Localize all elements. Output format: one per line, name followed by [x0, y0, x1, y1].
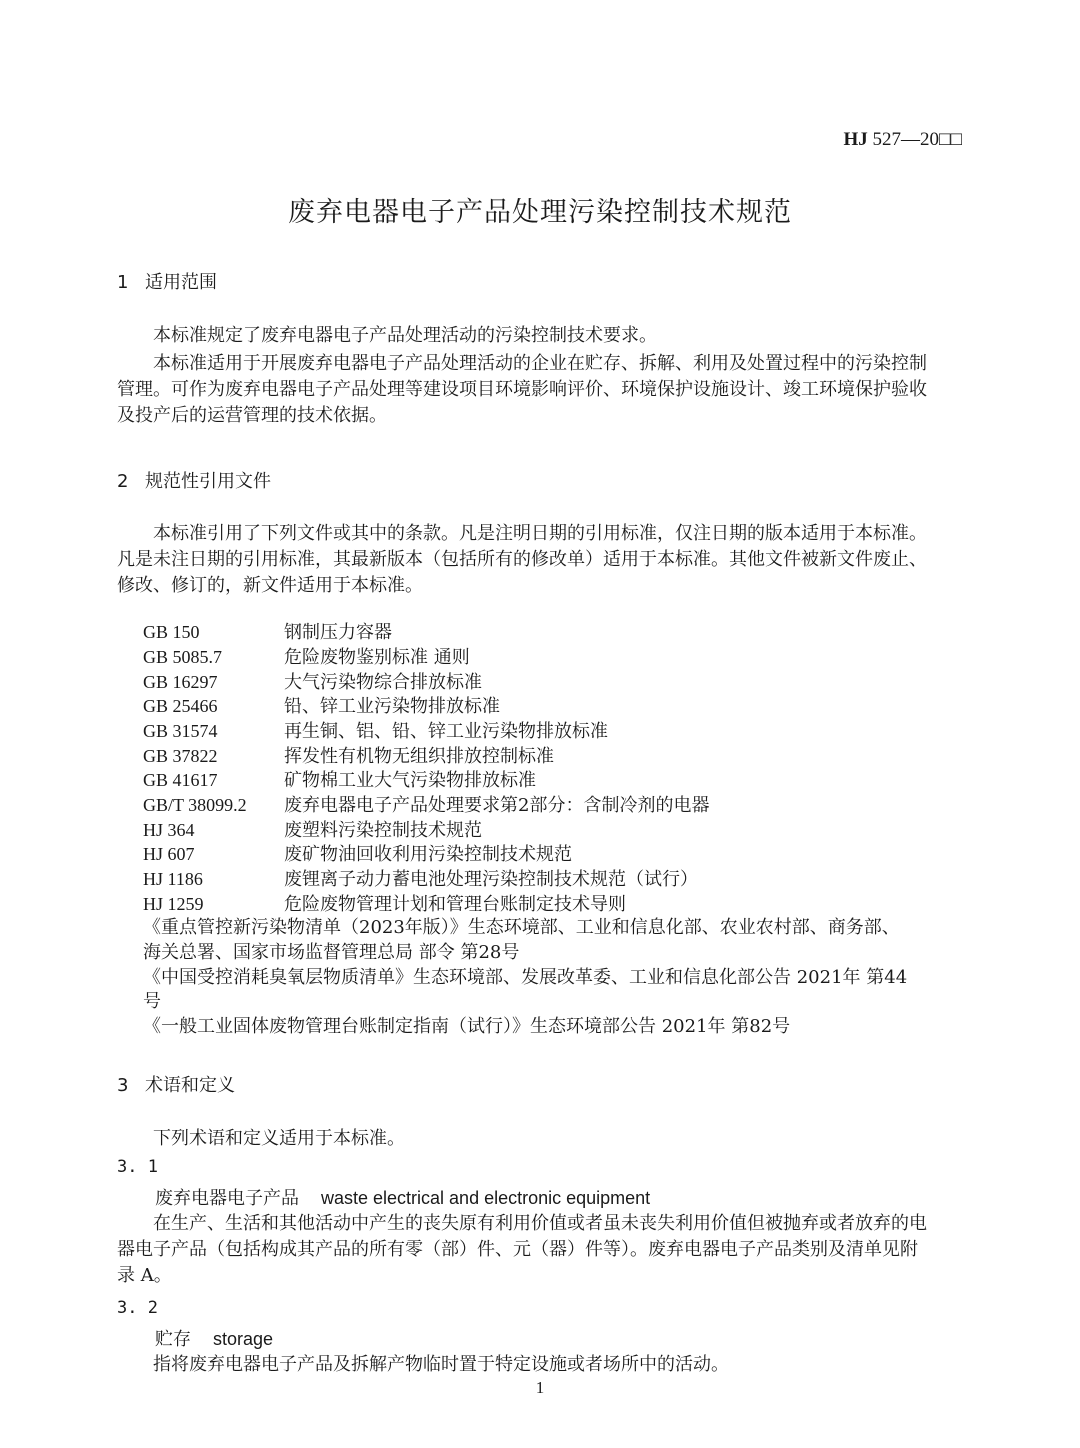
section-number: 3: [117, 1075, 129, 1096]
reference-item: [143, 768, 536, 793]
section-2-heading: [117, 467, 271, 493]
text-line: 管理。可作为废弃电器电子产品处理等建设项目环境影响评价、环境保护设施设计、竣工环境保护验收: [117, 379, 927, 400]
term-definition: [117, 1211, 967, 1289]
text-line: 本标准规定了废弃电器电子产品处理活动的污染控制技术要求。: [153, 325, 657, 346]
reference-title: 废塑料污染控制技术规范: [284, 820, 482, 841]
text-line: 器电子产品（包括构成其产品的所有零（部）件、元（器）件等）。废弃电器电子产品类别及清单见附: [117, 1239, 918, 1260]
reference-code: GB/T 38099.2: [143, 795, 247, 815]
text-line: 本标准适用于开展废弃电器电子产品处理活动的企业在贮存、拆解、利用及处置过程中的污染控制: [153, 353, 927, 374]
section-number: 2: [117, 471, 129, 492]
standard-code-prefix: HJ: [843, 129, 868, 150]
document-title: 废弃电器电子产品处理污染控制技术规范: [288, 197, 792, 228]
term-definition: [117, 1352, 967, 1378]
reference-title: 废锂离子动力蓄电池处理污染控制技术规范（试行）: [284, 869, 698, 890]
text-line: 在生产、生活和其他活动中产生的丧失原有利用价值或者虽未丧失利用价值但被抛弃或者放弃的电: [153, 1213, 927, 1234]
reference-item: [143, 620, 392, 645]
term-number: 3. 2: [117, 1298, 158, 1318]
reference-code: GB 41617: [143, 770, 218, 790]
reference-item: [143, 867, 698, 892]
reference-code: GB 25466: [143, 696, 218, 716]
reference-note-line: 海关总署、国家市场监督管理总局 部令 第28号: [143, 942, 520, 963]
reference-item: [143, 793, 709, 818]
reference-code: GB 37822: [143, 746, 218, 766]
reference-item: [143, 892, 626, 917]
section-title: 规范性引用文件: [145, 471, 271, 492]
section-1-paragraph-1: [117, 323, 967, 349]
reference-item: [143, 818, 482, 843]
reference-code: HJ 1186: [143, 869, 203, 889]
text-line: 修改、修订的，新文件适用于本标准。: [117, 575, 423, 596]
section-number: 1: [117, 272, 129, 293]
section-1-heading: [117, 268, 217, 294]
reference-code: HJ 607: [143, 844, 195, 864]
reference-code: HJ 1259: [143, 894, 204, 914]
reference-title: 废矿物油回收利用污染控制技术规范: [284, 844, 572, 865]
reference-code: HJ 364: [143, 820, 195, 840]
reference-item: [143, 694, 500, 719]
text-line: 本标准引用了下列文件或其中的条款。凡是注明日期的引用标准，仅注日期的版本适用于本标准。: [153, 523, 927, 544]
reference-title: 挥发性有机物无组织排放控制标准: [284, 746, 554, 767]
term-heading: [155, 1325, 273, 1351]
reference-item: [143, 719, 608, 744]
text-line: 下列术语和定义适用于本标准。: [153, 1128, 405, 1149]
standard-code: [844, 129, 962, 151]
reference-title: 危险废物鉴别标准 通则: [284, 647, 470, 668]
reference-title: 矿物棉工业大气污染物排放标准: [284, 770, 536, 791]
text-line: 凡是未注日期的引用标准，其最新版本（包括所有的修改单）适用于本标准。其他文件被新文件废止、: [117, 549, 927, 570]
reference-item: [143, 645, 470, 670]
reference-title: 钢制压力容器: [284, 622, 392, 643]
reference-item: [143, 670, 482, 695]
section-3-heading: [117, 1071, 235, 1097]
term-heading: [155, 1184, 650, 1210]
text-line: 录 A。: [117, 1265, 172, 1286]
reference-title: 铅、锌工业污染物排放标准: [284, 696, 500, 717]
reference-item: [143, 842, 572, 867]
reference-title: 危险废物管理计划和管理台账制定技术导则: [284, 894, 626, 915]
reference-code: GB 16297: [143, 672, 218, 692]
section-3-intro: [117, 1126, 967, 1152]
reference-code: GB 31574: [143, 721, 218, 741]
term-chinese: 贮存: [155, 1329, 191, 1350]
term-english: storage: [213, 1329, 274, 1349]
reference-title: 废弃电器电子产品处理要求第2部分：含制冷剂的电器: [284, 795, 710, 816]
reference-note-line: 《一般工业固体废物管理台账制定指南（试行）》生态环境部公告 2021年 第82号: [143, 1016, 791, 1037]
reference-note-line: 《中国受控消耗臭氧层物质清单》生态环境部、发展改革委、工业和信息化部公告 2021年 第44: [143, 967, 908, 988]
reference-title: 再生铜、铝、铅、锌工业污染物排放标准: [284, 721, 608, 742]
term-english: waste electrical and electronic equipment: [321, 1188, 651, 1208]
reference-item: [143, 744, 554, 769]
section-title: 适用范围: [145, 272, 217, 293]
reference-note-line: 号: [143, 991, 161, 1012]
text-line: 及投产后的运营管理的技术依据。: [117, 405, 387, 426]
standard-code-number: 527—20□□: [867, 129, 962, 150]
reference-title: 大气污染物综合排放标准: [284, 672, 482, 693]
section-2-paragraph: [117, 521, 967, 599]
term-number: 3. 1: [117, 1157, 158, 1177]
reference-code: GB 5085.7: [143, 647, 223, 667]
section-title: 术语和定义: [145, 1075, 235, 1096]
section-1-paragraph-2: [117, 351, 967, 429]
page-number: 1: [535, 1378, 545, 1397]
reference-code: GB 150: [143, 622, 200, 642]
reference-note-line: 《重点管控新污染物清单（2023年版）》生态环境部、工业和信息化部、农业农村部、商务部、: [143, 917, 900, 938]
text-line: 指将废弃电器电子产品及拆解产物临时置于特定设施或者场所中的活动。: [153, 1354, 729, 1375]
term-chinese: 废弃电器电子产品: [155, 1188, 299, 1209]
